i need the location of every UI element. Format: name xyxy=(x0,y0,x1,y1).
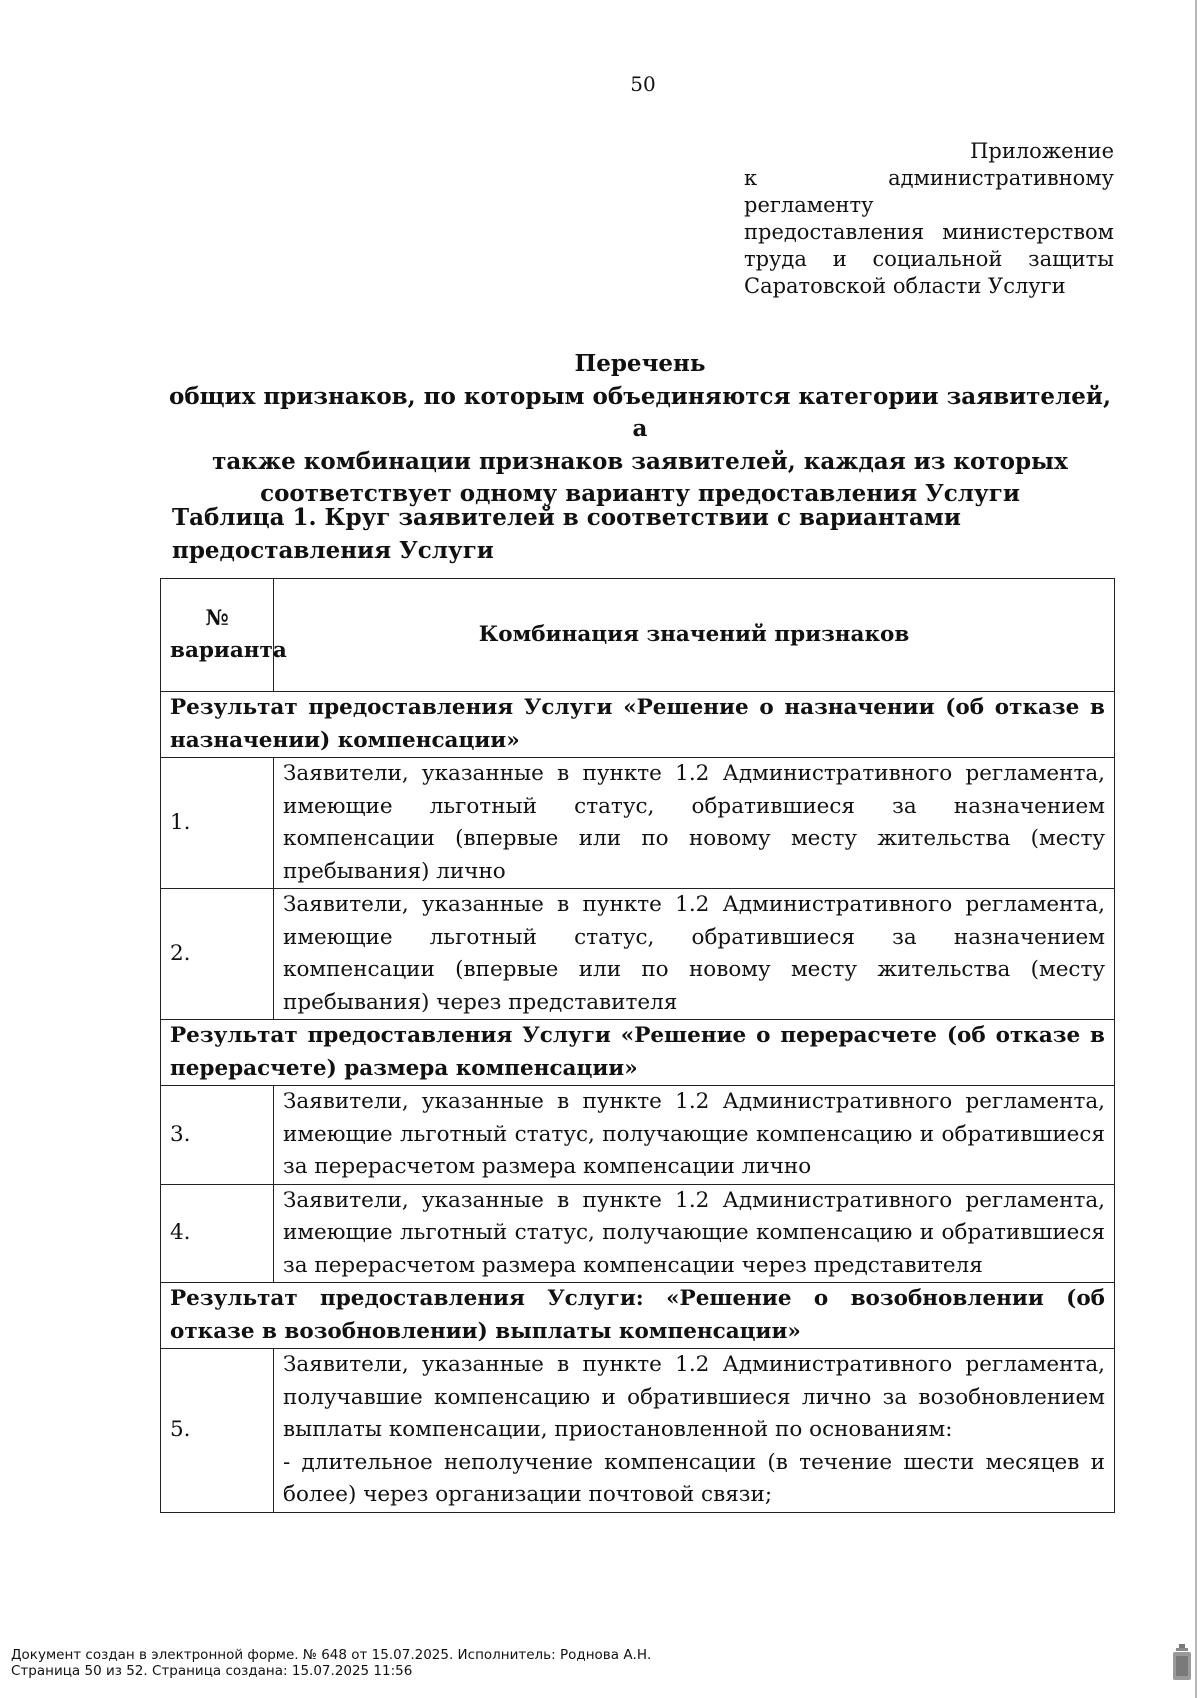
section-title: Результат предоставления Услуги «Решение о назначении (об отказе в назначении) компенсации» xyxy=(161,692,1115,758)
variant-description: Заявители, указанные в пункте 1.2 Административного регламента, имеющие льготный статус, обратившиеся за назначением компенсации (впервые или по новому месту жительства (месту пребывания) лично xyxy=(274,758,1115,889)
variant-description: Заявители, указанные в пункте 1.2 Административного регламента, имеющие льготный статус, получающие компенсацию и обратившиеся за перерасчетом размера компенсации через представителя xyxy=(274,1184,1115,1283)
appendix-line: Саратовской области Услуги xyxy=(744,274,1066,298)
variant-number: 3. xyxy=(161,1086,274,1185)
appendix-line: Приложение xyxy=(970,139,1114,163)
section-row xyxy=(161,1283,1115,1349)
variant-number: 1. xyxy=(161,758,274,889)
variant-description: Заявители, указанные в пункте 1.2 Административного регламента, имеющие льготный статус, получающие компенсацию и обратившиеся за перерасчетом размера компенсации лично xyxy=(274,1086,1115,1185)
caption-line: Таблица 1. Круг заявителей в соответствии с вариантами xyxy=(172,504,961,531)
document-heading xyxy=(160,348,1120,511)
heading-line: соответствует одному варианту предоставления Услуги xyxy=(260,480,1020,507)
table-caption xyxy=(172,502,1072,567)
table-row xyxy=(161,889,1115,1020)
footer-line: Документ создан в электронной форме. № 648 от 15.07.2025. Исполнитель: Роднова А.Н. xyxy=(11,1647,652,1663)
table-row xyxy=(161,1349,1115,1513)
header-variant-number: № варианта xyxy=(161,579,274,692)
appendix-line: к административному регламенту xyxy=(744,166,1114,217)
section-row xyxy=(161,1020,1115,1086)
section-title: Результат предоставления Услуги: «Решение о возобновлении (об отказе в возобновлении) выплаты компенсации» xyxy=(161,1283,1115,1349)
variant-description-part: - длительное неполучение компенсации (в течение шести месяцев и более) через организации почтовой связи; xyxy=(283,1449,1105,1507)
caption-line: предоставления Услуги xyxy=(172,536,494,564)
heading-line: также комбинации признаков заявителей, каждая из которых xyxy=(212,447,1068,475)
section-row xyxy=(161,692,1115,758)
appendix-line: предоставления министерством xyxy=(744,220,1114,244)
variant-description-part: Заявители, указанные в пункте 1.2 Административного регламента, получавшие компенсацию и обратившиеся лично за возобновлением выплаты компенсации, приостановленной по основаниям: xyxy=(283,1352,1105,1442)
variant-description xyxy=(274,1349,1115,1513)
table-row xyxy=(161,758,1115,889)
page-edge xyxy=(1195,0,1197,1698)
appendix-line: труда и социальной защиты xyxy=(744,247,1114,271)
heading-line: Перечень xyxy=(574,350,706,377)
variant-number: 4. xyxy=(161,1184,274,1283)
variant-number: 5. xyxy=(161,1349,274,1513)
document-footer xyxy=(11,1647,651,1679)
section-title: Результат предоставления Услуги «Решение о перерасчете (об отказе в перерасчете) размера компенсации» xyxy=(161,1020,1115,1086)
variants-table xyxy=(160,578,1115,1513)
header-combination: Комбинация значений признаков xyxy=(274,579,1115,692)
variant-description: Заявители, указанные в пункте 1.2 Административного регламента, имеющие льготный статус, обратившиеся за назначением компенсации (впервые или по новому месту жительства (месту пребывания) через представителя xyxy=(274,889,1115,1020)
table-row xyxy=(161,1184,1115,1283)
table-header-row xyxy=(161,579,1115,692)
page-number: 50 xyxy=(630,72,656,96)
coat-of-arms-icon xyxy=(1172,1644,1192,1682)
footer-line: Страница 50 из 52. Страница создана: 15.07.2025 11:56 xyxy=(11,1663,413,1679)
appendix-note xyxy=(744,138,1114,300)
heading-line: общих признаков, по которым объединяются категории заявителей, а xyxy=(168,382,1111,442)
table-row xyxy=(161,1086,1115,1185)
variant-number: 2. xyxy=(161,889,274,1020)
